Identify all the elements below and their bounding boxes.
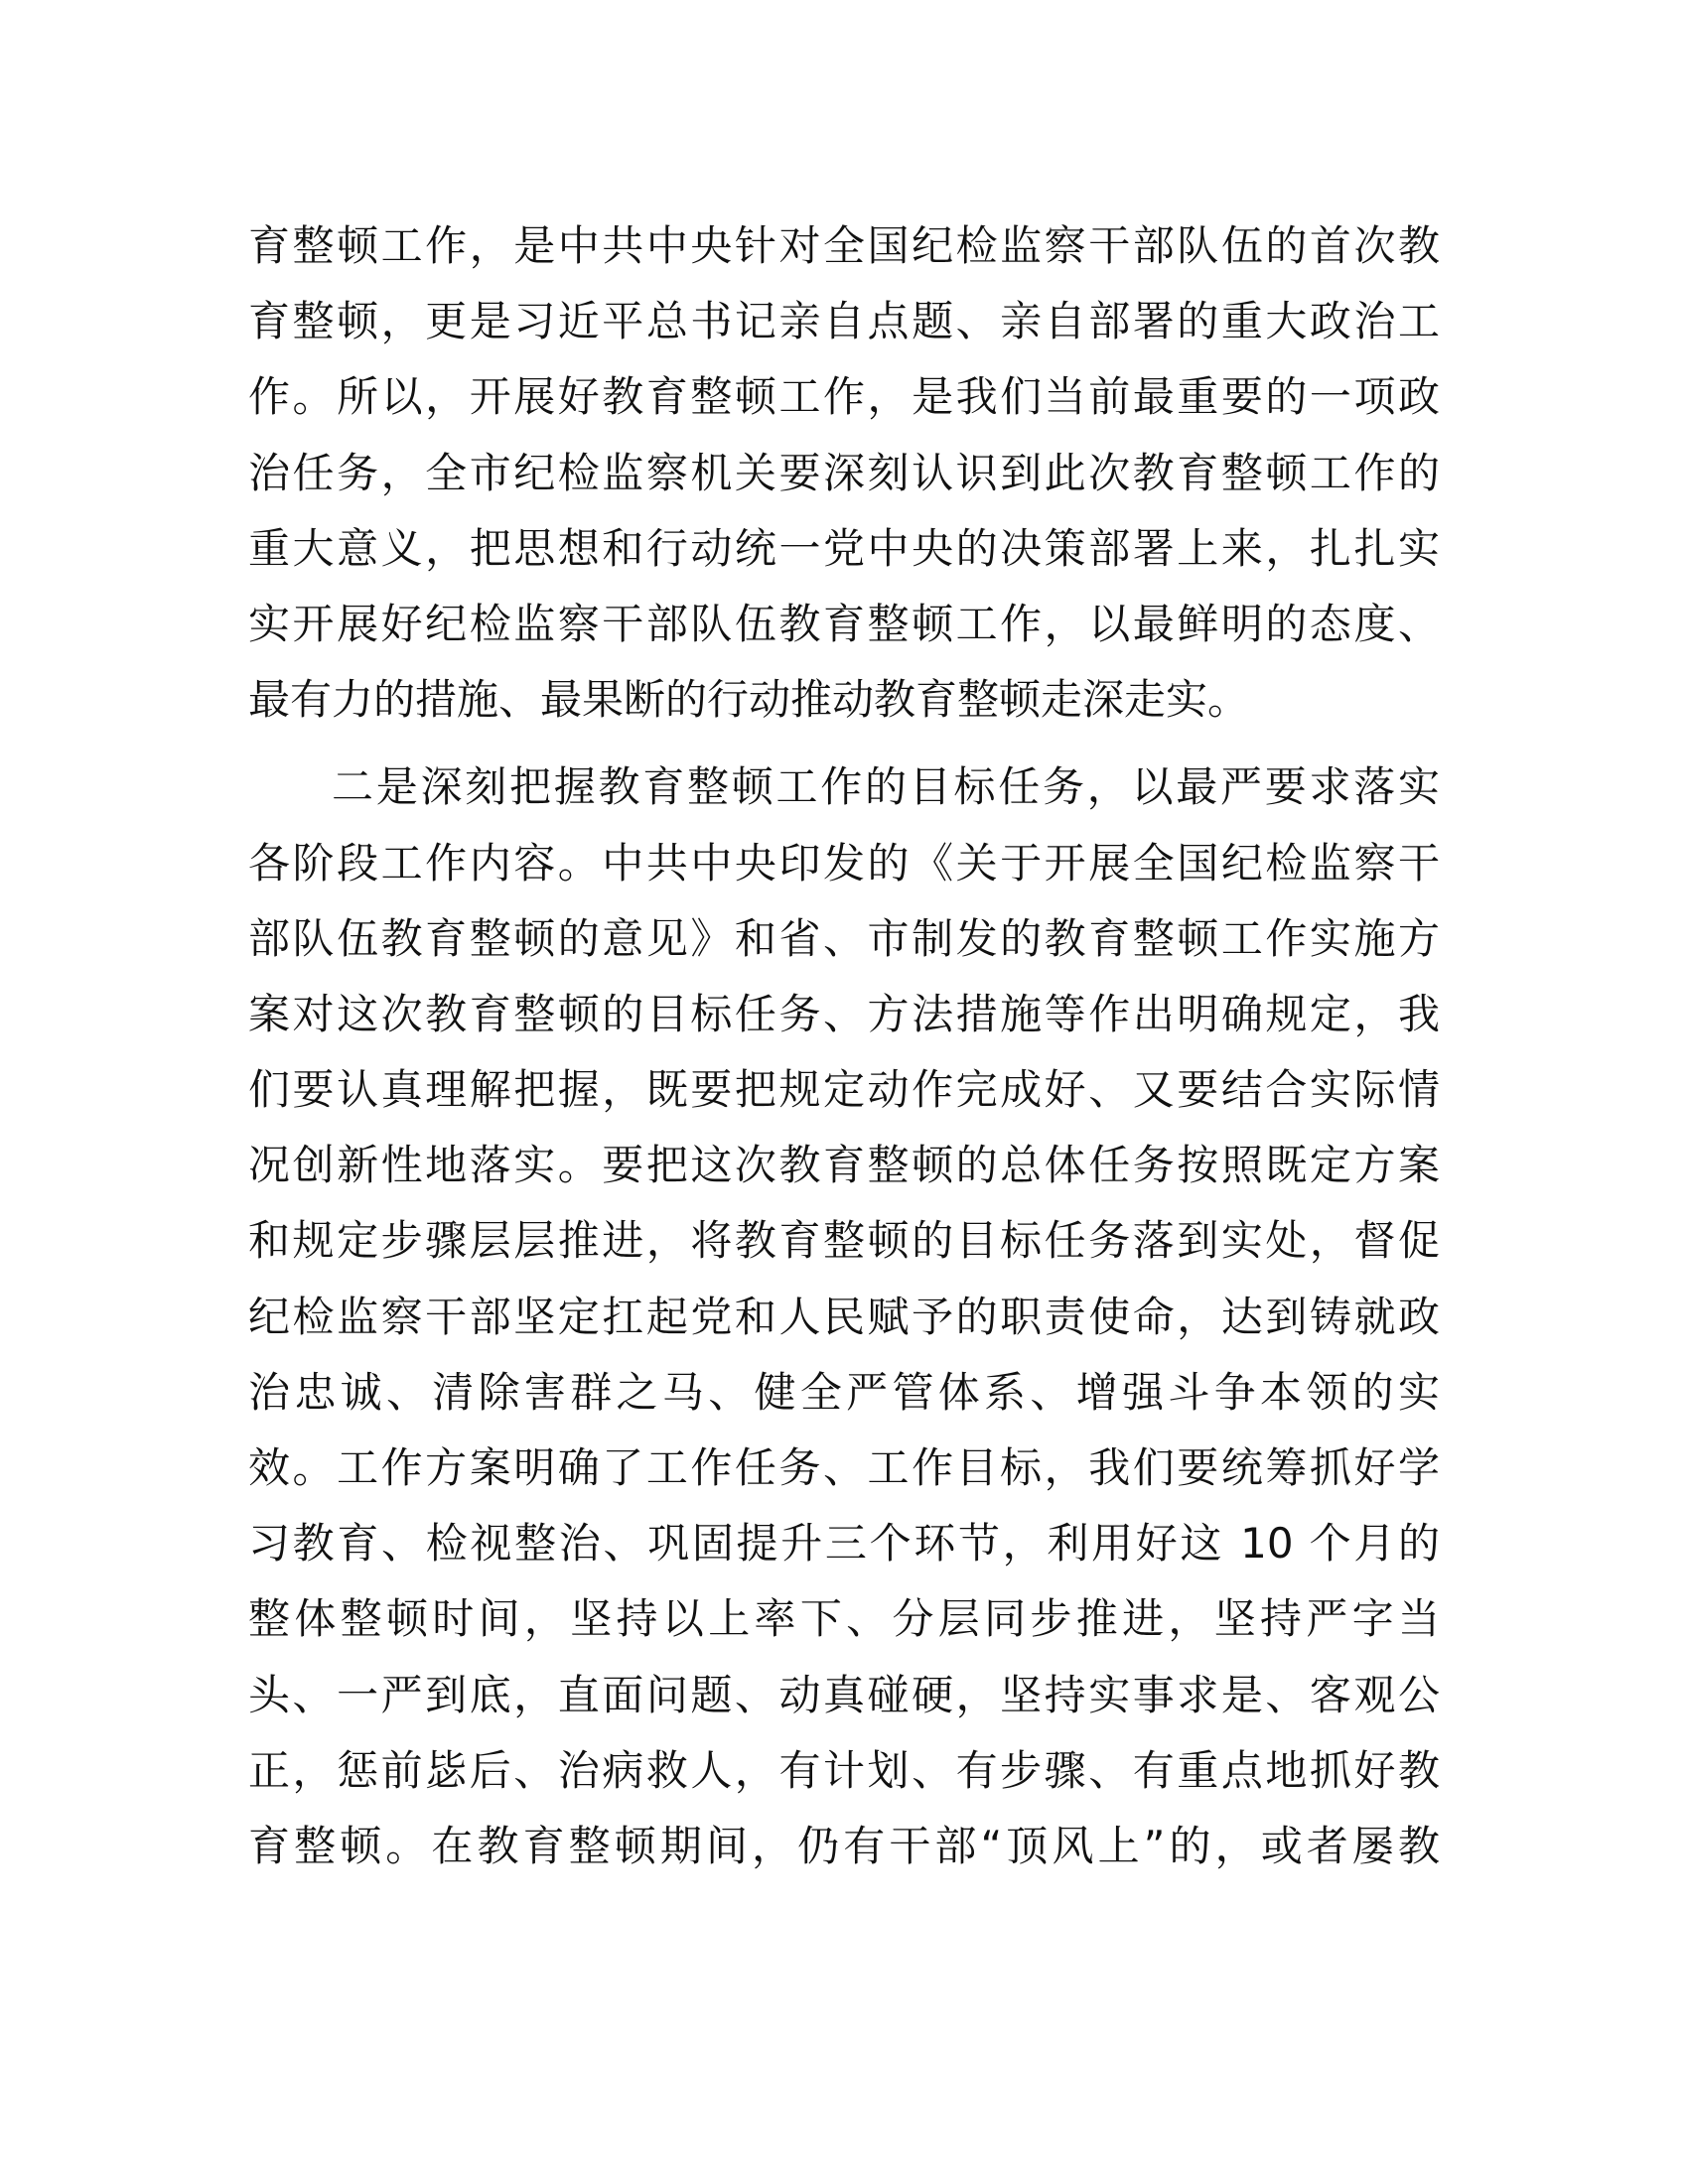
text-line: 实开展好纪检监察干部队伍教育整顿工作，以最鲜明的态度、: [248, 599, 1440, 648]
text-line: 二是深刻把握教育整顿工作的目标任务，以最严要求落实: [332, 762, 1440, 812]
text-line: 各阶段工作内容。中共中央印发的《关于开展全国纪检监察干: [248, 838, 1440, 887]
text-line: 部队伍教育整顿的意见》和省、市制发的教育整顿工作实施方: [248, 913, 1440, 963]
text-line: 治忠诚、清除害群之马、健全严管体系、增强斗争本领的实: [248, 1367, 1440, 1417]
text-line: 重大意义，把思想和行动统一党中央的决策部署上来，扎扎实: [248, 523, 1440, 573]
paragraph-spacer: [248, 738, 1440, 750]
text-line: 案对这次教育整顿的目标任务、方法措施等作出明确规定，我: [248, 989, 1440, 1038]
text-line: 育整顿，更是习近平总书记亲自点题、亲自部署的重大政治工: [248, 297, 1440, 346]
text-line: 育整顿工作，是中共中央针对全国纪检监察干部队伍的首次教: [248, 221, 1440, 270]
text-line: 正，惩前毖后、治病救人，有计划、有步骤、有重点地抓好教: [248, 1745, 1440, 1795]
text-line: 况创新性地落实。要把这次教育整顿的总体任务按照既定方案: [248, 1141, 1440, 1190]
text-line: 习教育、检视整治、巩固提升三个环节，利用好这 10 个月的: [248, 1519, 1440, 1569]
text-line: 效。工作方案明确了工作任务、工作目标，我们要统筹抓好学: [248, 1443, 1440, 1492]
text-line: 最有力的措施、最果断的行动推动教育整顿走深走实。: [248, 675, 1250, 725]
text-line: 作。所以，开展好教育整顿工作，是我们当前最重要的一项政: [248, 372, 1440, 422]
text-line: 治任务，全市纪检监察机关要深刻认识到此次教育整顿工作的: [248, 448, 1440, 497]
text-line: 们要认真理解把握，既要把规定动作完成好、又要结合实际情: [248, 1065, 1440, 1115]
text-line: 整体整顿时间，坚持以上率下、分层同步推进，坚持严字当: [248, 1594, 1440, 1644]
text-line: 纪检监察干部坚定扛起党和人民赋予的职责使命，达到铸就政: [248, 1292, 1440, 1341]
paragraph-1: [248, 208, 1440, 738]
paragraph-2: [248, 750, 1440, 1884]
text-line: 头、一严到底，直面问题、动真碰硬，坚持实事求是、客观公: [248, 1670, 1440, 1719]
text-line: 育整顿。在教育整顿期间，仍有干部“顶风上”的，或者屡教: [248, 1821, 1440, 1870]
text-line: 和规定步骤层层推进，将教育整顿的目标任务落到实处，督促: [248, 1216, 1440, 1266]
document-body: [248, 208, 1440, 1884]
